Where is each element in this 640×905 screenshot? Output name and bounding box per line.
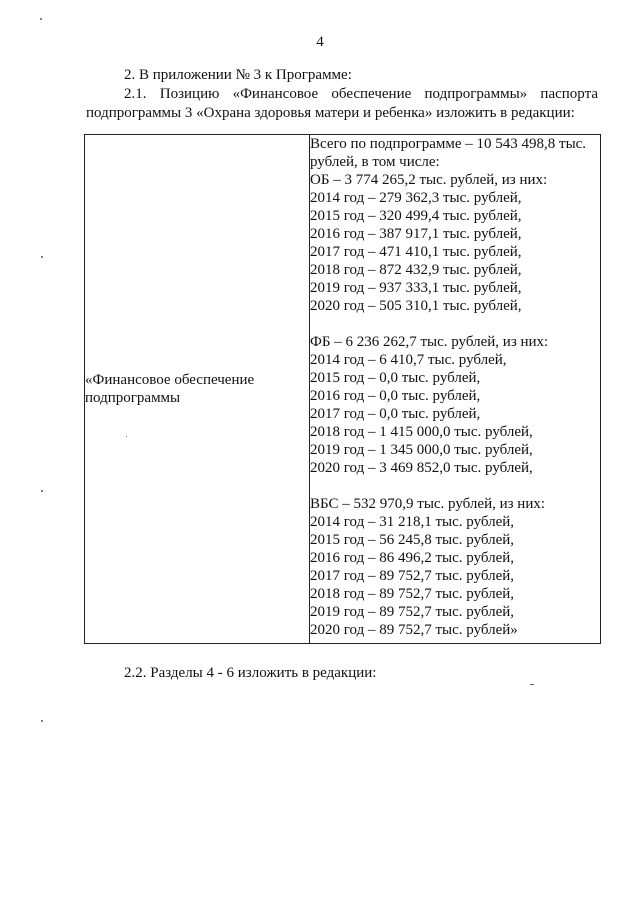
ob-year-2014: 2014 год – 279 362,3 тыс. рублей, bbox=[310, 190, 522, 206]
ob-year-2016: 2016 год – 387 917,1 тыс. рублей, bbox=[310, 226, 522, 242]
vbs-year-2018: 2018 год – 89 752,7 тыс. рублей, bbox=[310, 586, 515, 602]
page-number: 4 bbox=[316, 34, 324, 50]
item-2-heading: 2. В приложении № 3 к Программе: bbox=[124, 67, 352, 83]
fb-year-2020: 2020 год – 3 469 852,0 тыс. рублей, bbox=[310, 460, 533, 476]
scan-speck bbox=[41, 256, 43, 258]
vbs-year-2019: 2019 год – 89 752,7 тыс. рублей, bbox=[310, 604, 515, 620]
vbs-header: ВБС – 532 970,9 тыс. рублей, из них: bbox=[310, 496, 546, 512]
scan-speck bbox=[41, 720, 43, 722]
financing-table bbox=[84, 134, 601, 644]
fb-year-2017: 2017 год – 0,0 тыс. рублей, bbox=[310, 406, 481, 422]
vbs-year-2014: 2014 год – 31 218,1 тыс. рублей, bbox=[310, 514, 515, 530]
fb-year-2019: 2019 год – 1 345 000,0 тыс. рублей, bbox=[310, 442, 533, 458]
financing-content-cell bbox=[310, 135, 601, 644]
fb-year-2018: 2018 год – 1 415 000,0 тыс. рублей, bbox=[310, 424, 533, 440]
ob-year-2017: 2017 год – 471 410,1 тыс. рублей, bbox=[310, 244, 522, 260]
total-line: Всего по подпрограмме – 10 543 498,8 тыс. рублей, в том числе: bbox=[310, 136, 587, 170]
ob-year-2019: 2019 год – 937 333,1 тыс. рублей, bbox=[310, 280, 522, 296]
item-2-2-heading: 2.2. Разделы 4 - 6 изложить в редакции: bbox=[124, 665, 377, 681]
scan-speck bbox=[530, 684, 534, 685]
scan-speck bbox=[126, 436, 127, 437]
scan-speck bbox=[41, 490, 43, 492]
fb-header: ФБ – 6 236 262,7 тыс. рублей, из них: bbox=[310, 334, 549, 350]
item-2-1-paragraph-line1: 2.1. Позицию «Финансовое обеспечение подпрограммы» паспорта bbox=[124, 86, 598, 102]
vbs-year-2020: 2020 год – 89 752,7 тыс. рублей» bbox=[310, 622, 518, 638]
vbs-year-2016: 2016 год – 86 496,2 тыс. рублей, bbox=[310, 550, 515, 566]
financing-label-cell bbox=[85, 135, 310, 644]
section-gap bbox=[310, 477, 600, 495]
vbs-year-2015: 2015 год – 56 245,8 тыс. рублей, bbox=[310, 532, 515, 548]
vbs-year-2017: 2017 год – 89 752,7 тыс. рублей, bbox=[310, 568, 515, 584]
financing-row bbox=[85, 135, 601, 644]
ob-year-2018: 2018 год – 872 432,9 тыс. рублей, bbox=[310, 262, 522, 278]
fb-year-2015: 2015 год – 0,0 тыс. рублей, bbox=[310, 370, 481, 386]
item-2-1-paragraph-line2: подпрограммы 3 «Охрана здоровья матери и ребенка» изложить в редакции: bbox=[86, 105, 575, 121]
ob-header: ОБ – 3 774 265,2 тыс. рублей, из них: bbox=[310, 172, 548, 188]
fb-year-2016: 2016 год – 0,0 тыс. рублей, bbox=[310, 388, 481, 404]
scan-speck bbox=[40, 18, 42, 20]
ob-year-2015: 2015 год – 320 499,4 тыс. рублей, bbox=[310, 208, 522, 224]
financing-label: «Финансовое обеспечение подпрограммы bbox=[85, 372, 255, 406]
fb-year-2014: 2014 год – 6 410,7 тыс. рублей, bbox=[310, 352, 507, 368]
ob-year-2020: 2020 год – 505 310,1 тыс. рублей, bbox=[310, 298, 522, 314]
section-gap bbox=[310, 315, 600, 333]
